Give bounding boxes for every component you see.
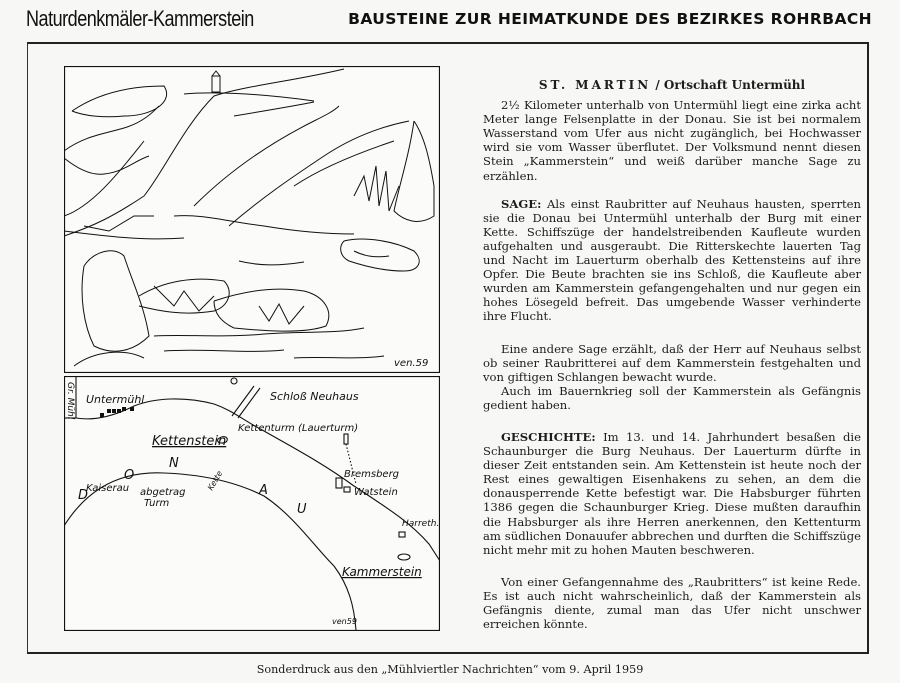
map-label-bremsberg: Bremsberg — [344, 469, 400, 480]
map-label-watstein: Watstein — [354, 487, 398, 498]
donau-map — [64, 376, 440, 631]
landscape-illustration — [64, 66, 440, 373]
map-label-donau-o: O — [124, 468, 135, 483]
article-title-separator: / — [651, 78, 664, 92]
map-label-harreth: Harreth. — [402, 519, 440, 529]
article-title-sub: Ortschaft Untermühl — [663, 78, 806, 92]
article-intro: 2½ Kilometer unterhalb von Untermühl liegt eine zirka acht Meter lange Felsenplatte in der Donau. Sie ist bei normalem Wasserstand vom Ufer aus nicht zugänglich, bei Hochwasser wird sie vom Wasser überflutet. Der Volksmund nennt diesen Stein „Kammerstein“ und weiß darüber manche Sage zu erzählen. — [483, 98, 861, 183]
map-signature: ven59 — [332, 617, 357, 626]
article-title-place: ST. MARTIN — [538, 78, 652, 92]
series-title: BAUSTEINE ZUR HEIMATKUNDE DES BEZIRKES ROHRBACH — [348, 10, 872, 28]
map-label-donau-a: A — [259, 483, 268, 498]
map-label-kettenturm: Kettenturm (Lauerturm) — [238, 423, 359, 434]
article-bauernkrieg: Auch im Bauernkrieg soll der Kammerstein als Gefängnis gedient haben. — [483, 383, 861, 412]
sage-text: Als einst Raubritter auf Neuhaus hausten, sperrten sie die Donau bei Untermühl unterhalb der Burg mit einer Kette. Schiffszüge der handelstreibenden Kaufleute wurden aufgehalten und ausgeraubt. Die Ritterskechte lauerten Tag und Nacht im Lauerturm oberhalb des Kettensteins auf ihre Opfer. Die Beute brachten sie ins Schloß, die Kaufleute aber wurden am Kammerstein gefangengehalten und nur gegen ein hohes Lösegeld befreit. Das umgebende Wasser verhinderte ihre Flucht. — [483, 196, 861, 324]
article-closing: Von einer Gefangennahme des „Raubritters“ ist keine Rede. Es ist auch nicht wahrscheinlich, daß der Kammerstein als Gefängnis diente, zumal man das Ufer nicht unschwer erreichen könnte. — [483, 574, 861, 632]
footer-note: Sonderdruck aus den „Mühlviertler Nachrichten“ vom 9. April 1959 — [256, 663, 644, 676]
article-other-sage: Eine andere Sage erzählt, daß der Herr auf Neuhaus selbst ob seiner Raubritterei auf dem Kammerstein festgehalten und von giftigen Schlangen bewacht wurde. — [483, 341, 861, 384]
map-label-donau-d: D — [78, 488, 89, 503]
geschichte-text: Im 13. und 14. Jahrhundert besaßen die Schaunburger die Burg Neuhaus. Der Lauerturm dürfte in dieser Zeit entstanden sein. Am Kettenstein ist heute noch der Rest eines gewaltigen Eisenhakens zu sehen, an dem die donausperrende Kette befestigt war. Die Habsburger führten 1386 gegen die Schaunburger Krieg. Diese mußten daraufhin die Habsburger als ihre Herren anerkennen, den Kettenturm am südlichen Donauufer abbrechen und durften die Schiffszüge nicht mehr mit zu hohen Mauten beschweren. — [483, 429, 861, 557]
article-text — [483, 78, 861, 631]
article-sage — [483, 197, 861, 324]
article-title — [483, 78, 861, 92]
page-header-title: Naturdenkmäler-Kammerstein — [26, 6, 254, 31]
map-label-donau-n: N — [169, 456, 179, 471]
map-label-abgetrag: abgetrag — [140, 487, 186, 498]
map-label-kammerstein: Kammerstein — [342, 565, 422, 579]
map-label-untermuehl: Untermühl — [86, 393, 145, 406]
map-label-kettenstein: Kettenstein — [152, 434, 227, 449]
map-label-donau-u: U — [297, 502, 307, 517]
map-label-turm: Turm — [144, 498, 170, 509]
illustration-signature: ven.59 — [394, 358, 429, 369]
geschichte-label: GESCHICHTE: — [501, 429, 596, 444]
map-label-schloss-neuhaus: Schloß Neuhaus — [270, 390, 359, 403]
map-label-gr-muehl: Gr. Mühl — [65, 382, 75, 420]
article-geschichte — [483, 430, 861, 557]
map-label-kette: Kette — [205, 469, 225, 492]
sage-label: SAGE: — [501, 196, 542, 211]
map-label-kaiserau: Kaiserau — [86, 483, 130, 494]
